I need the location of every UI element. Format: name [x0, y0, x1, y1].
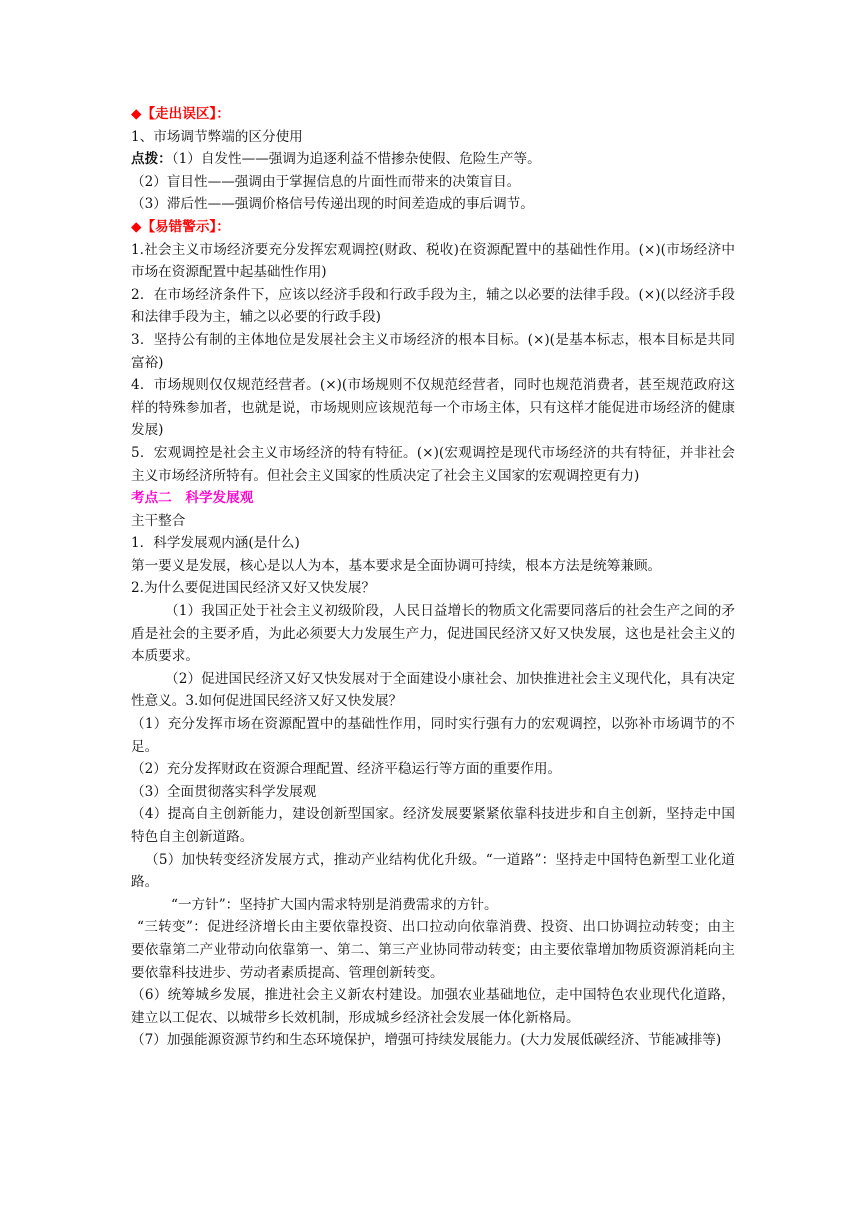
- error-item-4: 4．市场规则仅仅规范经营者。(×)(市场规则不仅规范经营者，同时也规范消费者，甚至规范政府这样的特殊参加者，也就是说，市场规则应该规范每一个市场主体，只有这样才能促进市场经济的健康发展): [131, 377, 735, 439]
- heading-common-errors: ◆【易错警示】：: [131, 218, 230, 235]
- answer-2-2: （2）促进国民经济又好又快发展对于全面建设小康社会、加快推进社会主义现代化，具有决定性意义。3.如何促进国民经济又好又快发展？: [131, 670, 735, 710]
- heading-exam-point-2: 考点二 科学发展观: [131, 490, 254, 507]
- item-market-defects: 1、市场调节弊端的区分使用: [131, 128, 303, 145]
- hint-line-1: [131, 148, 735, 171]
- hint-label: 点拨：: [131, 151, 172, 168]
- subheading-main-integration: 主干整合: [131, 512, 186, 529]
- answer-3-5-one-policy: “一方针”：坚持扩大国内需求特别是消费需求的方针。: [171, 896, 498, 913]
- document-page: [131, 103, 735, 1052]
- error-item-2: 2．在市场经济条件下，应该以经济手段和行政手段为主，辅之以必要的法律手段。(×)(以经济手段和法律手段为主，辅之以必要的行政手段): [131, 286, 735, 326]
- answer-3-1: （1）充分发挥市场在资源配置中的基础性作用，同时实行强有力的宏观调控，以弥补市场调节的不足。: [131, 716, 735, 755]
- hint-lag: （3）滞后性——强调价格信号传递出现的时间差造成的事后调节。: [131, 196, 534, 213]
- question-2: 2.为什么要促进国民经济又好又快发展？: [131, 580, 376, 597]
- answer-3-3: （3）全面贯彻落实科学发展观: [131, 783, 317, 800]
- answer-3-4: （4）提高自主创新能力，建设创新型国家。经济发展要紧紧依靠科技进步和自主创新，坚持走中国特色自主创新道路。: [131, 806, 735, 845]
- error-item-3: 3．坚持公有制的主体地位是发展社会主义市场经济的根本目标。(×)(是基本标志，根本目标是共同富裕): [131, 331, 735, 371]
- error-item-1: 1.社会主义市场经济要充分发挥宏观调控(财政、税收)在资源配置中的基础性作用。(×)(市场经济中市场在资源配置中起基础性作用): [131, 241, 735, 281]
- answer-3-7: （7）加强能源资源节约和生态环境保护，增强可持续发展能力。(大力发展低碳经济、节能减排等): [131, 1032, 722, 1049]
- answer-3-6: （6）统筹城乡发展，推进社会主义新农村建设。加强农业基础地位，走中国特色农业现代化道路，建立以工促农、以城带乡长效机制，形成城乡经济社会发展一体化新格局。: [131, 987, 735, 1026]
- heading-avoid-mistakes: ◆【走出误区】：: [131, 106, 230, 122]
- hint-blindness: （2）盲目性——强调由于掌握信息的片面性而带来的决策盲目。: [131, 173, 521, 190]
- answer-1: 第一要义是发展，核心是以人为本，基本要求是全面协调可持续，根本方法是统筹兼顾。: [131, 557, 662, 574]
- answer-3-5: （5）加快转变经济发展方式，推动产业结构优化升级。“一道路”：坚持走中国特色新型工业化道路。: [131, 851, 735, 891]
- question-1: 1．科学发展观内涵(是什么): [131, 535, 300, 552]
- answer-3-2: （2）充分发挥财政在资源合理配置、经济平稳运行等方面的重要作用。: [131, 761, 562, 778]
- hint-spontaneity: （1）自发性——强调为追逐利益不惜掺杂使假、危险生产等。: [171, 151, 541, 168]
- answer-2-1: （1）我国正处于社会主义初级阶段，人民日益增长的物质文化需要同落后的社会生产之间的矛盾是社会的主要矛盾，为此必须要大力发展生产力，促进国民经济又好又快发展，这也是社会主义的本质要求。: [131, 603, 735, 665]
- error-item-5: 5．宏观调控是社会主义市场经济的特有特征。(×)(宏观调控是现代市场经济的共有特征，并非社会主义市场经济所特有。但社会主义国家的性质决定了社会主义国家的宏观调控更有力): [131, 444, 735, 484]
- answer-3-5-three-shifts: “三转变”：促进经济增长由主要依靠投资、出口拉动向依靠消费、投资、出口协调拉动转变；由主要依靠第二产业带动向依靠第一、第二、第三产业协同带动转变；由主要依靠增加物质资源消耗向主要依靠科技进步、劳动者素质提高、管理创新转变。: [131, 919, 735, 981]
